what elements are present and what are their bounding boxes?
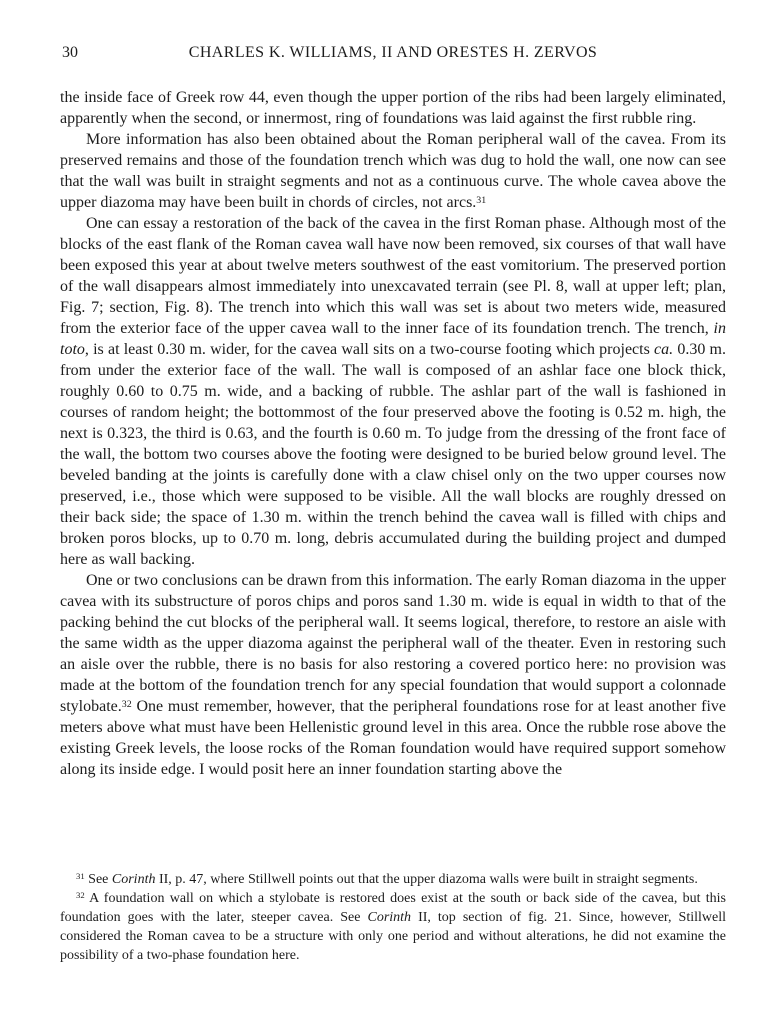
footnotes [60,870,726,965]
footnote [60,889,726,965]
footnote-segment: II, top section of fig. 21. Since, however, Stillwell considered the Roman cavea to be a structure with only one period and without alterations, he did not examine the possibility of a two-phase foundation here. [60,910,726,963]
page-number: 30 [62,44,78,61]
paragraph [60,129,726,213]
paragraph-segment: One can essay a restoration of the back of the cavea in the first Roman phase. Although most of the blocks of the east flank of the Roman cavea wall have now been removed, six courses of that wall have been exposed this year at about twelve meters southwest of the east vomitorium. The preserved portion of the wall disappears almost immediately into unexcavated terrain (see Pl. 8, wall at upper left; plan, Fig. 7; section, Fig. 8). The trench into which this wall was set is about two meters wide, measured from the exterior face of the upper cavea wall to the inner face of its foundation trench. The trench, [60,215,726,337]
footnote-segment: Corinth [111,872,156,887]
paragraph-segment: One must remember, however, that the peripheral foundations rose for at least another five meters above what must have been Hellenistic ground level in this area. Once the rubble rose above the existing Greek levels, the loose rocks of the Roman foundation would have required support somehow along its inside edge. I would posit here an inner foundation starting above the [60,698,726,778]
paragraph-segment: 0.30 m. from under the exterior face of the wall. The wall is composed of an ashlar face one block thick, roughly 0.60 to 0.75 m. wide, and a backing of rubble. The ashlar part of the wall is fashioned in courses of random height; the bottommost of the four preserved above the footing is 0.52 m. high, the next is 0.323, the third is 0.63, and the fourth is 0.60 m. To judge from the dressing of the front face of the wall, the bottom two courses above the footing were designed to be buried below ground level. The beveled banding at the joints is carefully done with a claw chisel only on the two upper courses now preserved, i.e., those which were supposed to be visible. All the wall blocks are roughly dressed on their back side; the space of 1.30 m. within the trench behind the cavea wall is filled with chips and broken poros blocks, up to 0.70 m. long, debris accumulated during the building project and dumped here as wall backing. [60,341,726,568]
footnote-segment: II, p. 47, where Stillwell points out that the upper diazoma walls were built in straight segments. [155,872,698,887]
paragraph-segment: More information has also been obtained about the Roman peripheral wall of the cavea. From its preserved remains and those of the foundation trench which was dug to hold the wall, one now can see that the wall was built in straight segments and not as a continuous curve. The whole cavea above the upper diazoma may have been built in chords of circles, not arcs. [60,131,726,211]
footnote-segment: A foundation wall on which a stylobate is restored does exist at the south or back side of the cavea, but this foundation goes with the later, steeper cavea. See [60,891,726,925]
body-text [60,87,726,780]
footnote-segment: Corinth [367,910,412,925]
paragraph-segment: 32 [121,698,132,710]
footnote-segment: See [84,872,112,887]
paragraph [60,570,726,780]
paragraph-segment: the inside face of Greek row 44, even though the upper portion of the ribs had been largely eliminated, apparently when the second, or innermost, ring of foundations was laid against the first rubble ring. [60,89,726,127]
paragraph-segment: One or two conclusions can be drawn from this information. The early Roman diazoma in the upper cavea with its substructure of poros chips and poros sand 1.30 m. wide is equal in width to that of the packing behind the cut blocks of the peripheral wall. It seems logical, therefore, to restore an aisle with the same width as the upper diazoma against the peripheral wall of the theater. Even in restoring such an aisle over the rubble, there is no basis for also restoring a covered portico here: no provision was made at the bottom of the foundation trench for any special foundation that would support a colonnade stylobate. [60,572,726,715]
footnote [60,870,726,889]
paragraph-segment: , is at least 0.30 m. wider, for the cavea wall sits on a two-course footing which projects [84,341,655,358]
paragraph [60,213,726,570]
paragraph-segment: 31 [476,194,487,206]
footnote-segment: 32 [76,890,85,901]
page-header [60,44,726,62]
paragraph-segment: ca. [654,341,674,358]
paragraph-segment: in toto [60,320,726,358]
running-title: CHARLES K. WILLIAMS, II AND ORESTES H. ZERVOS [188,44,598,61]
paragraph [60,87,726,129]
footnote-segment: 31 [76,871,85,882]
